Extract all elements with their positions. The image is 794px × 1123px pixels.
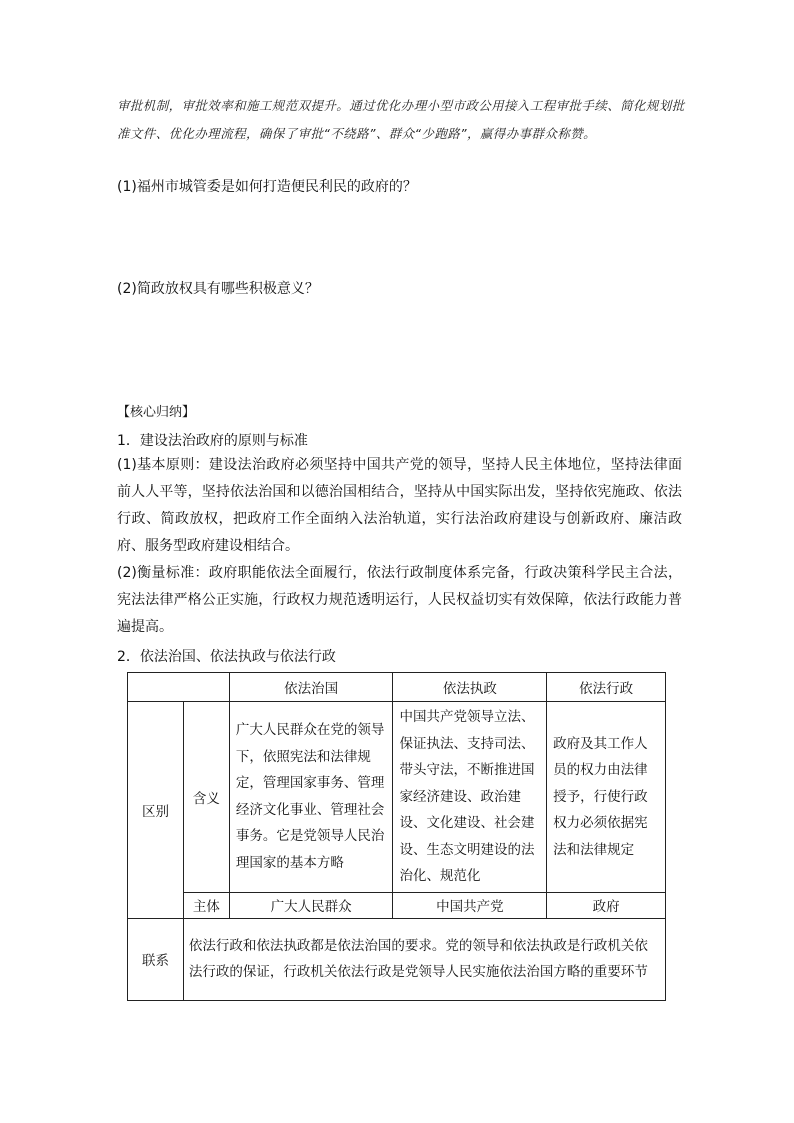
- connection-row: [128, 918, 666, 1000]
- header-yifaxingzheng: 依法行政: [547, 673, 666, 702]
- core-heading: 【核心归纳】: [117, 405, 196, 420]
- intro-paragraph: 审批机制，审批效率和施工规范双提升。通过优化办理小型市政公用接入工程审批手续、简化规划批准文件、优化办理流程，确保了审批“不绕路”、群众“少跑路”，赢得办事群众称赞。: [117, 98, 685, 141]
- item2-title: 2．依法治国、依法执政与依法行政: [117, 649, 336, 665]
- question-2: (2)简政放权具有哪些积极意义？: [117, 281, 319, 297]
- lianxi-label: 联系: [128, 918, 184, 1000]
- subject-yifaxingzheng: 政府: [547, 892, 666, 918]
- standard-paragraph: (2)衡量标准：政府职能依法全面履行，依法行政制度体系完备，行政决策科学民主合法，宪法法律严格公正实施，行政权力规范透明运行，人民权益切实有效保障，依法行政能力普遍提高。: [117, 565, 682, 635]
- subject-row: [128, 892, 666, 918]
- hanyi-label: 含义: [183, 702, 229, 893]
- zhuti-label: 主体: [183, 892, 229, 918]
- question-1: (1)福州市城管委是如何打造便民利民的政府的？: [117, 179, 417, 195]
- comparison-table: [127, 672, 666, 1001]
- principle-paragraph: (1)基本原则：建设法治政府必须坚持中国共产党的领导，坚持人民主体地位，坚持法律面前人人平等，坚持依法治国和以德治国相结合，坚持从中国实际出发，坚持依宪施政、依法行政、简政放权，把政府工作全面纳入法治轨道，实行法治政府建设与创新政府、廉洁政府、服务型政府建设相结合。: [117, 457, 682, 554]
- header-empty-cell: [128, 673, 230, 702]
- meaning-row: [128, 702, 666, 893]
- table-header-row: [128, 673, 666, 702]
- header-yifazhizheng: 依法执政: [393, 673, 547, 702]
- subject-yifazhizheng: 中国共产党: [393, 892, 547, 918]
- qubie-label: 区别: [128, 702, 184, 919]
- meaning-yifazhiguo: 广大人民群众在党的领导下，依照宪法和法律规定，管理国家事务、管理经济文化事业、管理社会事务。它是党领导人民治理国家的基本方略: [229, 702, 393, 893]
- connection-text: 依法行政和依法执政都是依法治国的要求。党的领导和依法执政是行政机关依法行政的保证，行政机关依法行政是党领导人民实施依法治国方略的重要环节: [183, 918, 665, 1000]
- item1-title: 1．建设法治政府的原则与标准: [117, 433, 308, 449]
- meaning-yifaxingzheng: 政府及其工作人员的权力由法律授予，行使行政权力必须依据宪法和法律规定: [547, 702, 666, 893]
- header-yifazhiguo: 依法治国: [229, 673, 393, 702]
- subject-yifazhiguo: 广大人民群众: [229, 892, 393, 918]
- meaning-yifazhizheng: 中国共产党领导立法、保证执法、支持司法、带头守法，不断推进国家经济建设、政治建设、文化建设、社会建设、生态文明建设的法治化、规范化: [393, 702, 547, 893]
